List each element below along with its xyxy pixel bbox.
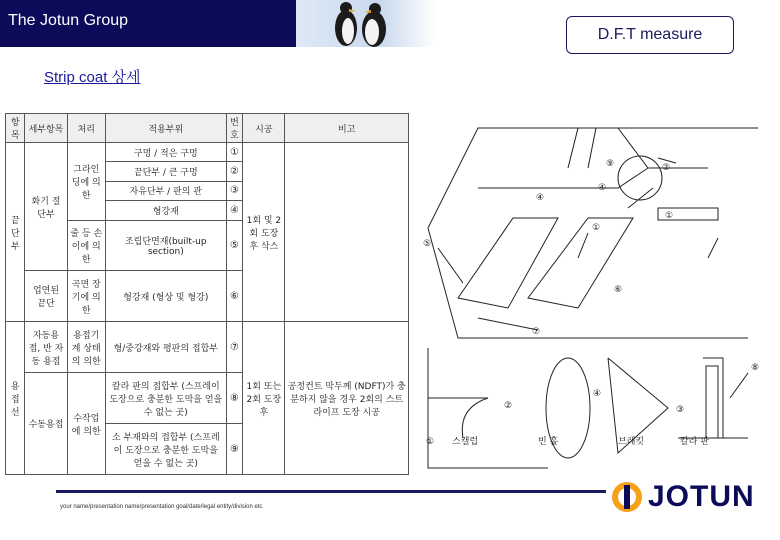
jotun-logo-text: JOTUN	[648, 480, 755, 513]
cell-work: 1회 및 2회 도장 후 삭스	[243, 143, 285, 322]
cell-sub: 자동용접, 반 자동 용접	[25, 322, 67, 373]
penguin-right	[362, 3, 386, 47]
penguin-banner-image	[296, 0, 436, 47]
cell-item: 용접선	[6, 322, 25, 475]
dft-measure-badge	[566, 16, 734, 54]
cell-area: 형강재 (형상 및 형강)	[105, 271, 226, 322]
marker: ③	[676, 405, 685, 415]
cell-method: 용접기계 상태의 의한	[67, 322, 105, 373]
slide-title: Strip coat 상세	[44, 69, 141, 86]
header-method: 처리	[67, 114, 105, 143]
cell-sub: 업연된 끝단	[25, 271, 67, 322]
cell-area: 소 부재와의 접합부 (스프레이 도장으로 충분한 도막을 얻을 수 없는 곳)	[105, 424, 226, 475]
cell-area: 칼라 판의 접합부 (스프레이 도장으로 충분한 도막을 얻을 수 없는 곳)	[105, 373, 226, 424]
badge-label: D.F.T measure	[597, 26, 703, 43]
cell-method: 그라인딩에 의한	[67, 143, 105, 221]
marker: ②	[504, 401, 513, 411]
penguin-left	[335, 2, 357, 46]
diagram-label-bracket: 브래킷	[618, 437, 645, 447]
marker: ④	[598, 183, 607, 193]
header-number: 번호	[226, 114, 243, 143]
marker: ①	[426, 437, 435, 447]
cell-method: 곡면 장기에 의한	[67, 271, 105, 322]
cell-area: 끝단부 / 큰 구멍	[105, 162, 226, 181]
cell-number: ⑤	[226, 220, 243, 271]
footer-text: your name/presentation name/presentation goal/date/legal entity/division etc	[60, 504, 263, 510]
marker: ④	[536, 193, 545, 203]
header-work: 시공	[243, 114, 285, 143]
cell-number: ④	[226, 201, 243, 220]
marker: ⑧	[751, 363, 760, 373]
cell-number: ⑥	[226, 271, 243, 322]
cell-area: 구멍 / 적은 구멍	[105, 143, 226, 162]
marker: ④	[593, 389, 602, 399]
structure-diagram	[418, 108, 774, 478]
header-item: 항목	[6, 114, 25, 143]
strip-coat-table	[5, 113, 409, 475]
jotun-logo	[610, 476, 774, 518]
cell-area: 자유단부 / 판의 관	[105, 181, 226, 200]
cell-work: 1회 또는 2회 도장 후	[243, 322, 285, 475]
jotun-logo-mark	[610, 480, 644, 514]
cell-number: ③	[226, 181, 243, 200]
cell-method: 수작업에 의한	[67, 373, 105, 475]
cell-number: ②	[226, 162, 243, 181]
marker: ①	[665, 211, 674, 221]
diagram-label-collar-plate: 칼라 판	[680, 437, 709, 447]
marker: ⑥	[614, 285, 623, 295]
cell-item: 끝단부	[6, 143, 25, 322]
footer-rule	[56, 490, 606, 493]
cell-note: 공정컨트 막두께 (NDFT)가 충분하지 않을 경우 2회의 스트라이프 도장 시공	[285, 322, 409, 475]
cell-sub: 수동용접	[25, 373, 67, 475]
cell-sub: 화기 절단부	[25, 143, 67, 271]
diagram-label-hole: 빈 홀	[538, 437, 559, 447]
table-row	[6, 322, 409, 373]
table-header-row	[6, 114, 409, 143]
cell-method: 줄 등 손이에 의한	[67, 220, 105, 271]
cell-number: ⑦	[226, 322, 243, 373]
cell-number: ①	[226, 143, 243, 162]
table-row	[6, 143, 409, 162]
marker: ⑨	[606, 159, 615, 169]
cell-area: 형/중강재와 평판의 접합부	[105, 322, 226, 373]
cell-area: 조립단면재(built-up section)	[105, 220, 226, 271]
marker: ⑤	[423, 239, 432, 249]
diagram-label-scallop: 스캘럽	[452, 437, 479, 447]
cell-number: ⑨	[226, 424, 243, 475]
brand-header-bar	[0, 0, 296, 47]
marker: ⑦	[532, 327, 541, 337]
cell-area: 형강재	[105, 201, 226, 220]
header-area: 적용부위	[105, 114, 226, 143]
marker: ②	[662, 163, 671, 173]
marker: ①	[592, 223, 601, 233]
cell-note	[285, 143, 409, 322]
cell-number: ⑧	[226, 373, 243, 424]
header-note: 비고	[285, 114, 409, 143]
company-name: The Jotun Group	[8, 12, 129, 29]
header-sub-item: 세부항목	[25, 114, 67, 143]
